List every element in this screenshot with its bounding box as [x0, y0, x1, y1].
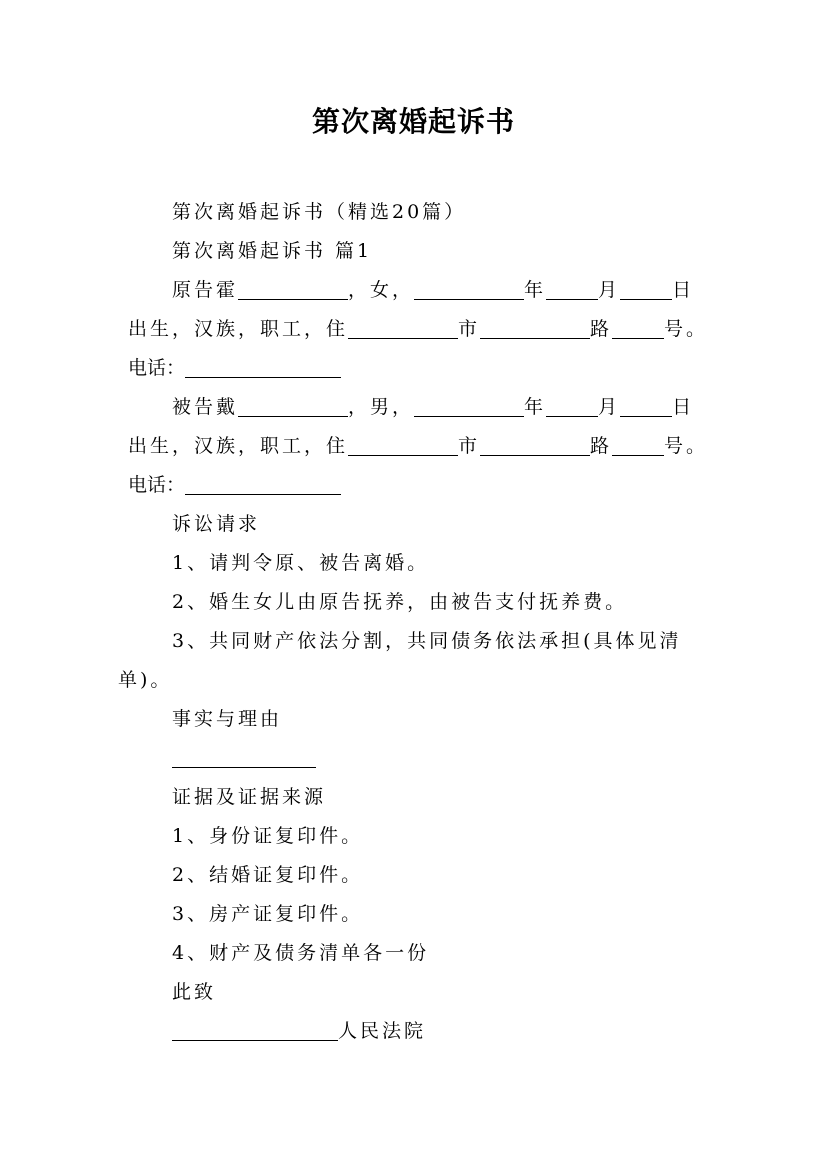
- facts-heading: 事实与理由: [172, 708, 283, 730]
- defendant-number-label: 号。: [664, 435, 709, 457]
- evidence-item: 3、房产证复印件。: [172, 903, 364, 925]
- defendant-road-label: 路: [590, 435, 613, 457]
- plaintiff-month-label: 月: [598, 279, 621, 301]
- plaintiff-year-label: 年: [524, 279, 547, 301]
- evidence-item: 4、财产及债务清单各一份: [172, 942, 430, 964]
- plaintiff-gender: ，女，: [348, 279, 415, 301]
- plaintiff-birth-text: 出生，汉族，职工，住: [128, 318, 349, 340]
- document-title: 第次离婚起诉书: [311, 105, 515, 138]
- defendant-city-label: 市: [458, 435, 481, 457]
- defendant-year-label: 年: [524, 396, 547, 418]
- facts-blank-line: [0, 739, 827, 778]
- evidence-item: 1、身份证复印件。: [172, 825, 364, 847]
- subtitle: 第次离婚起诉书（精选20篇）: [172, 201, 467, 223]
- defendant-number-blank[interactable]: [612, 433, 664, 456]
- plaintiff-number-blank[interactable]: [612, 316, 664, 339]
- plaintiff-prefix: 原告霍: [172, 279, 239, 301]
- defendant-month-label: 月: [598, 396, 621, 418]
- claim-item: 1、请判令原、被告离婚。: [172, 552, 430, 574]
- plaintiff-city-label: 市: [458, 318, 481, 340]
- claim-item: 2、婚生女儿由原告抚养，由被告支付抚养费。: [172, 591, 628, 613]
- plaintiff-phone-label: 电话：: [128, 357, 186, 379]
- plaintiff-line-1: [0, 271, 827, 310]
- evidence-item: 2、结婚证复印件。: [172, 864, 364, 886]
- plaintiff-road-label: 路: [590, 318, 613, 340]
- plaintiff-address-blank[interactable]: [348, 316, 458, 339]
- defendant-line-1: [0, 388, 827, 427]
- defendant-day-blank[interactable]: [620, 394, 672, 417]
- facts-blank[interactable]: [172, 745, 316, 768]
- defendant-gender: ，男，: [348, 396, 415, 418]
- claims-heading: 诉讼请求: [172, 513, 261, 535]
- court-line: [0, 1012, 827, 1051]
- document-body: [0, 193, 827, 1051]
- defendant-month-blank[interactable]: [546, 394, 598, 417]
- claim-item-continuation: 单)。: [118, 669, 173, 691]
- defendant-name-blank[interactable]: [238, 394, 348, 417]
- defendant-day-label: 日: [672, 396, 695, 418]
- court-suffix: 人民法院: [338, 1020, 427, 1042]
- plaintiff-year-blank[interactable]: [414, 277, 524, 300]
- plaintiff-line-2: [0, 310, 827, 349]
- defendant-address-blank[interactable]: [348, 433, 458, 456]
- defendant-prefix: 被告戴: [172, 396, 239, 418]
- plaintiff-month-blank[interactable]: [546, 277, 598, 300]
- defendant-road-blank[interactable]: [480, 433, 590, 456]
- plaintiff-phone-line: [0, 349, 827, 388]
- defendant-phone-line: [0, 466, 827, 505]
- plaintiff-number-label: 号。: [664, 318, 709, 340]
- court-name-blank[interactable]: [172, 1018, 338, 1041]
- evidence-heading: 证据及证据来源: [172, 786, 327, 808]
- plaintiff-name-blank[interactable]: [238, 277, 348, 300]
- plaintiff-day-blank[interactable]: [620, 277, 672, 300]
- defendant-phone-label: 电话：: [128, 474, 186, 496]
- defendant-birth-text: 出生，汉族，职工，住: [128, 435, 349, 457]
- plaintiff-road-blank[interactable]: [480, 316, 590, 339]
- article-heading: 第次离婚起诉书 篇1: [172, 240, 373, 262]
- plaintiff-phone-blank[interactable]: [185, 355, 341, 378]
- claim-item: 3、共同财产依法分割，共同债务依法承担(具体见清: [172, 630, 682, 652]
- plaintiff-day-label: 日: [672, 279, 695, 301]
- defendant-line-2: [0, 427, 827, 466]
- defendant-year-blank[interactable]: [414, 394, 524, 417]
- defendant-phone-blank[interactable]: [185, 472, 341, 495]
- closing-text: 此致: [172, 981, 217, 1003]
